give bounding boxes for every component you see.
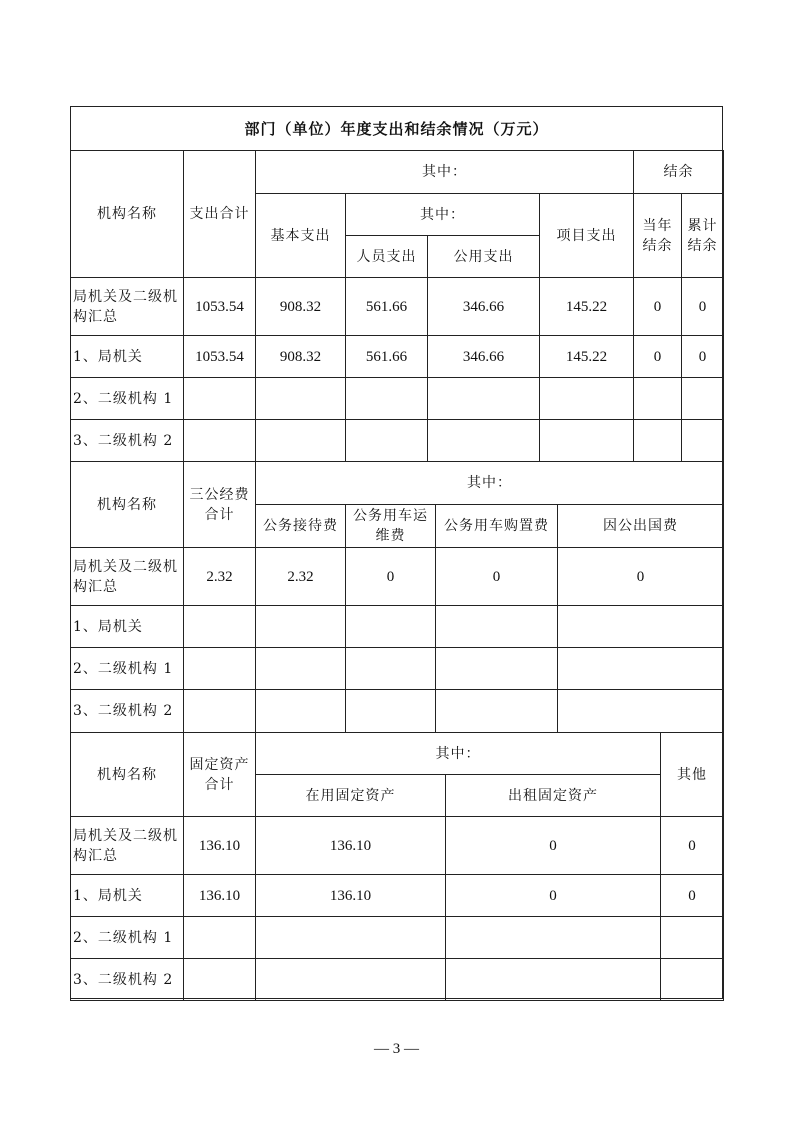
col-header-qizhong: 其中： — [256, 151, 634, 194]
cell-basic — [256, 378, 346, 420]
cell-car-purchase — [436, 690, 558, 733]
cell-reception — [256, 606, 346, 648]
table-row — [71, 875, 724, 917]
cell-total — [184, 959, 256, 1001]
table-title: 部门（单位）年度支出和结余情况（万元） — [244, 119, 549, 138]
cell-car-purchase — [436, 648, 558, 690]
table-row — [71, 548, 724, 606]
table-row — [71, 420, 724, 462]
col-header-qizhong-2: 其中： — [346, 194, 540, 236]
cell-cumulative-surplus — [682, 378, 724, 420]
cell-total: 1053.54 — [184, 278, 256, 336]
row-name: 1、局机关 — [71, 606, 184, 648]
col-header-org: 机构名称 — [71, 462, 184, 548]
col-header-org: 机构名称 — [71, 733, 184, 817]
row-name: 局机关及二级机构汇总 — [71, 817, 184, 875]
cell-personnel — [346, 378, 428, 420]
cell-car-running — [346, 648, 436, 690]
cell-total — [184, 917, 256, 959]
row-name: 2、二级机构 1 — [71, 917, 184, 959]
cell-total: 136.10 — [184, 875, 256, 917]
cell-cumulative-surplus — [682, 420, 724, 462]
col-header-org: 机构名称 — [71, 151, 184, 278]
table-row — [71, 336, 724, 378]
col-header-reception: 公务接待费 — [256, 505, 346, 548]
col-header-project: 项目支出 — [540, 194, 634, 278]
table-row — [71, 690, 724, 733]
cell-abroad — [558, 606, 724, 648]
table-row — [71, 606, 724, 648]
cell-project: 145.22 — [540, 336, 634, 378]
cell-project: 145.22 — [540, 278, 634, 336]
cell-project — [540, 378, 634, 420]
row-name: 2、二级机构 1 — [71, 648, 184, 690]
cell-in-use — [256, 959, 446, 1001]
cell-total: 136.10 — [184, 817, 256, 875]
col-header-public: 公用支出 — [428, 236, 540, 278]
col-header-personnel: 人员支出 — [346, 236, 428, 278]
row-name: 3、二级机构 2 — [71, 690, 184, 733]
cell-current-surplus: 0 — [634, 278, 682, 336]
cell-total — [184, 420, 256, 462]
cell-public — [428, 420, 540, 462]
cell-car-purchase — [436, 606, 558, 648]
cell-reception — [256, 648, 346, 690]
cell-car-running — [346, 606, 436, 648]
cell-rented: 0 — [446, 817, 661, 875]
cell-current-surplus — [634, 378, 682, 420]
table-row — [71, 959, 724, 1001]
table-row — [71, 278, 724, 336]
col-header-jieyu: 结余 — [634, 151, 724, 194]
cell-rented — [446, 917, 661, 959]
cell-cumulative-surplus: 0 — [682, 336, 724, 378]
cell-public — [428, 378, 540, 420]
table-row — [71, 917, 724, 959]
table-row — [71, 817, 724, 875]
row-name: 2、二级机构 1 — [71, 378, 184, 420]
cell-basic: 908.32 — [256, 278, 346, 336]
cell-project — [540, 420, 634, 462]
cell-car-purchase: 0 — [436, 548, 558, 606]
col-header-three-public-total: 三公经费合计 — [184, 462, 256, 548]
row-name: 局机关及二级机构汇总 — [71, 548, 184, 606]
cell-basic: 908.32 — [256, 336, 346, 378]
cell-in-use: 136.10 — [256, 875, 446, 917]
cell-other — [661, 917, 724, 959]
cell-car-running — [346, 690, 436, 733]
cell-basic — [256, 420, 346, 462]
cell-cumulative-surplus: 0 — [682, 278, 724, 336]
col-header-other: 其他 — [661, 733, 724, 817]
cell-reception: 2.32 — [256, 548, 346, 606]
row-name: 1、局机关 — [71, 336, 184, 378]
col-header-car-running: 公务用车运维费 — [346, 505, 436, 548]
cell-personnel — [346, 420, 428, 462]
cell-total: 2.32 — [184, 548, 256, 606]
cell-personnel: 561.66 — [346, 336, 428, 378]
cell-in-use: 136.10 — [256, 817, 446, 875]
cell-in-use — [256, 917, 446, 959]
col-header-qizhong: 其中： — [256, 462, 724, 505]
cell-rented: 0 — [446, 875, 661, 917]
col-header-basic: 基本支出 — [256, 194, 346, 278]
row-name: 3、二级机构 2 — [71, 420, 184, 462]
cell-reception — [256, 690, 346, 733]
cell-abroad — [558, 690, 724, 733]
cell-personnel: 561.66 — [346, 278, 428, 336]
cell-other: 0 — [661, 875, 724, 917]
cell-car-running: 0 — [346, 548, 436, 606]
cell-abroad: 0 — [558, 548, 724, 606]
col-header-in-use-assets: 在用固定资产 — [256, 775, 446, 817]
cell-current-surplus — [634, 420, 682, 462]
col-header-fixed-assets-total: 固定资产合计 — [184, 733, 256, 817]
cell-other: 0 — [661, 817, 724, 875]
col-header-abroad: 因公出国费 — [558, 505, 724, 548]
cell-total: 1053.54 — [184, 336, 256, 378]
col-header-cumulative-surplus: 累计结余 — [682, 194, 724, 278]
expenditure-table — [70, 150, 724, 462]
page-number: — 3 — — [374, 1041, 419, 1057]
cell-rented — [446, 959, 661, 1001]
table-row — [71, 648, 724, 690]
col-header-rented-assets: 出租固定资产 — [446, 775, 661, 817]
cell-total — [184, 378, 256, 420]
col-header-current-surplus: 当年结余 — [634, 194, 682, 278]
cell-total — [184, 648, 256, 690]
cell-other — [661, 959, 724, 1001]
table-row — [71, 378, 724, 420]
cell-public: 346.66 — [428, 278, 540, 336]
row-name: 3、二级机构 2 — [71, 959, 184, 1001]
three-public-expenses-table — [70, 461, 724, 733]
cell-total — [184, 690, 256, 733]
cell-total — [184, 606, 256, 648]
cell-current-surplus: 0 — [634, 336, 682, 378]
row-name: 1、局机关 — [71, 875, 184, 917]
col-header-total: 支出合计 — [184, 151, 256, 278]
cell-abroad — [558, 648, 724, 690]
row-name: 局机关及二级机构汇总 — [71, 278, 184, 336]
cell-public: 346.66 — [428, 336, 540, 378]
col-header-qizhong: 其中： — [256, 733, 661, 775]
col-header-car-purchase: 公务用车购置费 — [436, 505, 558, 548]
fixed-assets-table — [70, 732, 724, 1001]
